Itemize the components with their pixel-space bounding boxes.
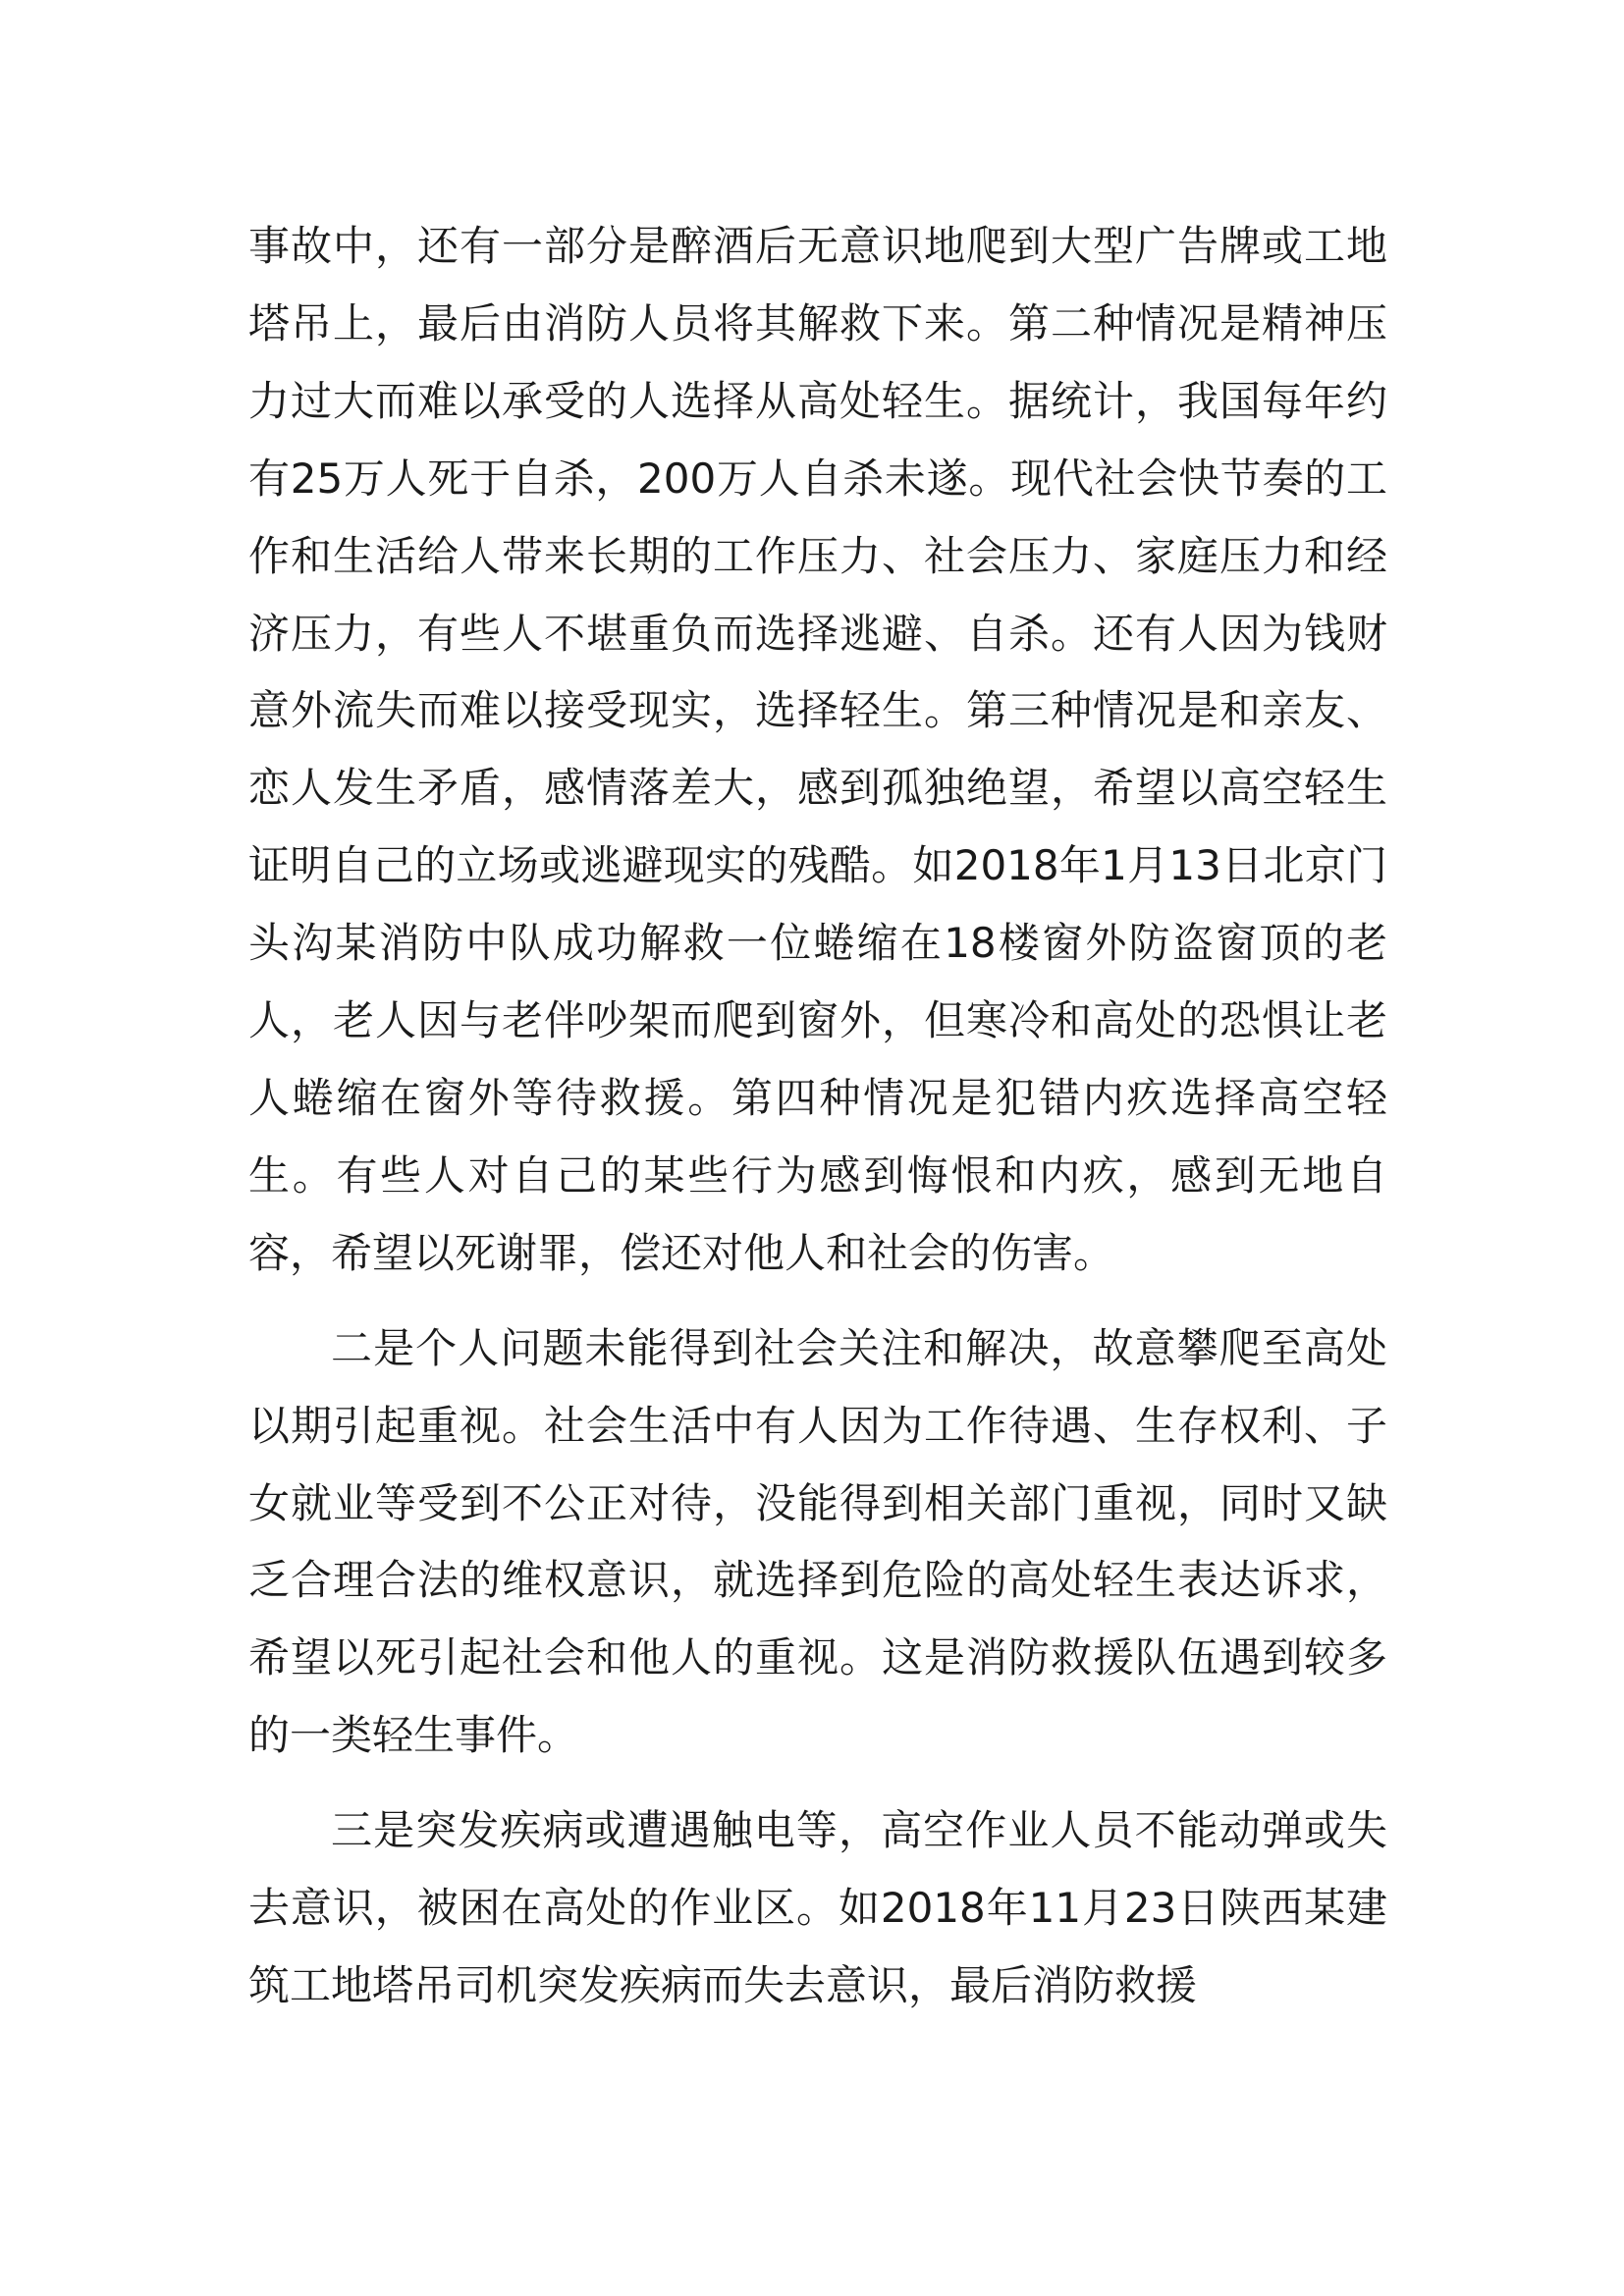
paragraph-3: 三是突发疾病或遭遇触电等，高空作业人员不能动弹或失去意识，被困在高处的作业区。如2018年11月23日陕西某建筑工地塔吊司机突发疾病而失去意识，最后消防救援 xyxy=(248,1806,1387,2009)
paragraph-1: 事故中，还有一部分是醉酒后无意识地爬到大型广告牌或工地塔吊上，最后由消防人员将其解救下来。第二种情况是精神压力过大而难以承受的人选择从高处轻生。据统计，我国每年约有25万人死于自杀，200万人自杀未遂。现代社会快节奏的工作和生活给人带来长期的工作压力、社会压力、家庭压力和经济压力，有些人不堪重负而选择逃避、自杀。还有人因为钱财意外流失而难以接受现实，选择轻生。第三种情况是和亲友、恋人发生矛盾，感情落差大，感到孤独绝望，希望以高空轻生证明自己的立场或逃避现实的残酷。如2018年1月13日北京门头沟某消防中队成功解救一位蜷缩在18楼窗外防盗窗顶的老人，老人因与老伴吵架而爬到窗外，但寒冷和高处的恐惧让老人蜷缩在窗外等待救援。第四种情况是犯错内疚选择高空轻生。有些人对自己的某些行为感到悔恨和内疚，感到无地自容，希望以死谢罪，偿还对他人和社会的伤害。 xyxy=(248,222,1387,1277)
paragraph-2: 二是个人问题未能得到社会关注和解决，故意攀爬至高处以期引起重视。社会生活中有人因为工作待遇、生存权利、子女就业等受到不公正对待，没能得到相关部门重视，同时又缺乏合理合法的维权意识，就选择到危险的高处轻生表达诉求，希望以死引起社会和他人的重视。这是消防救援队伍遇到较多的一类轻生事件。 xyxy=(248,1323,1387,1760)
body-text xyxy=(248,208,1387,2025)
